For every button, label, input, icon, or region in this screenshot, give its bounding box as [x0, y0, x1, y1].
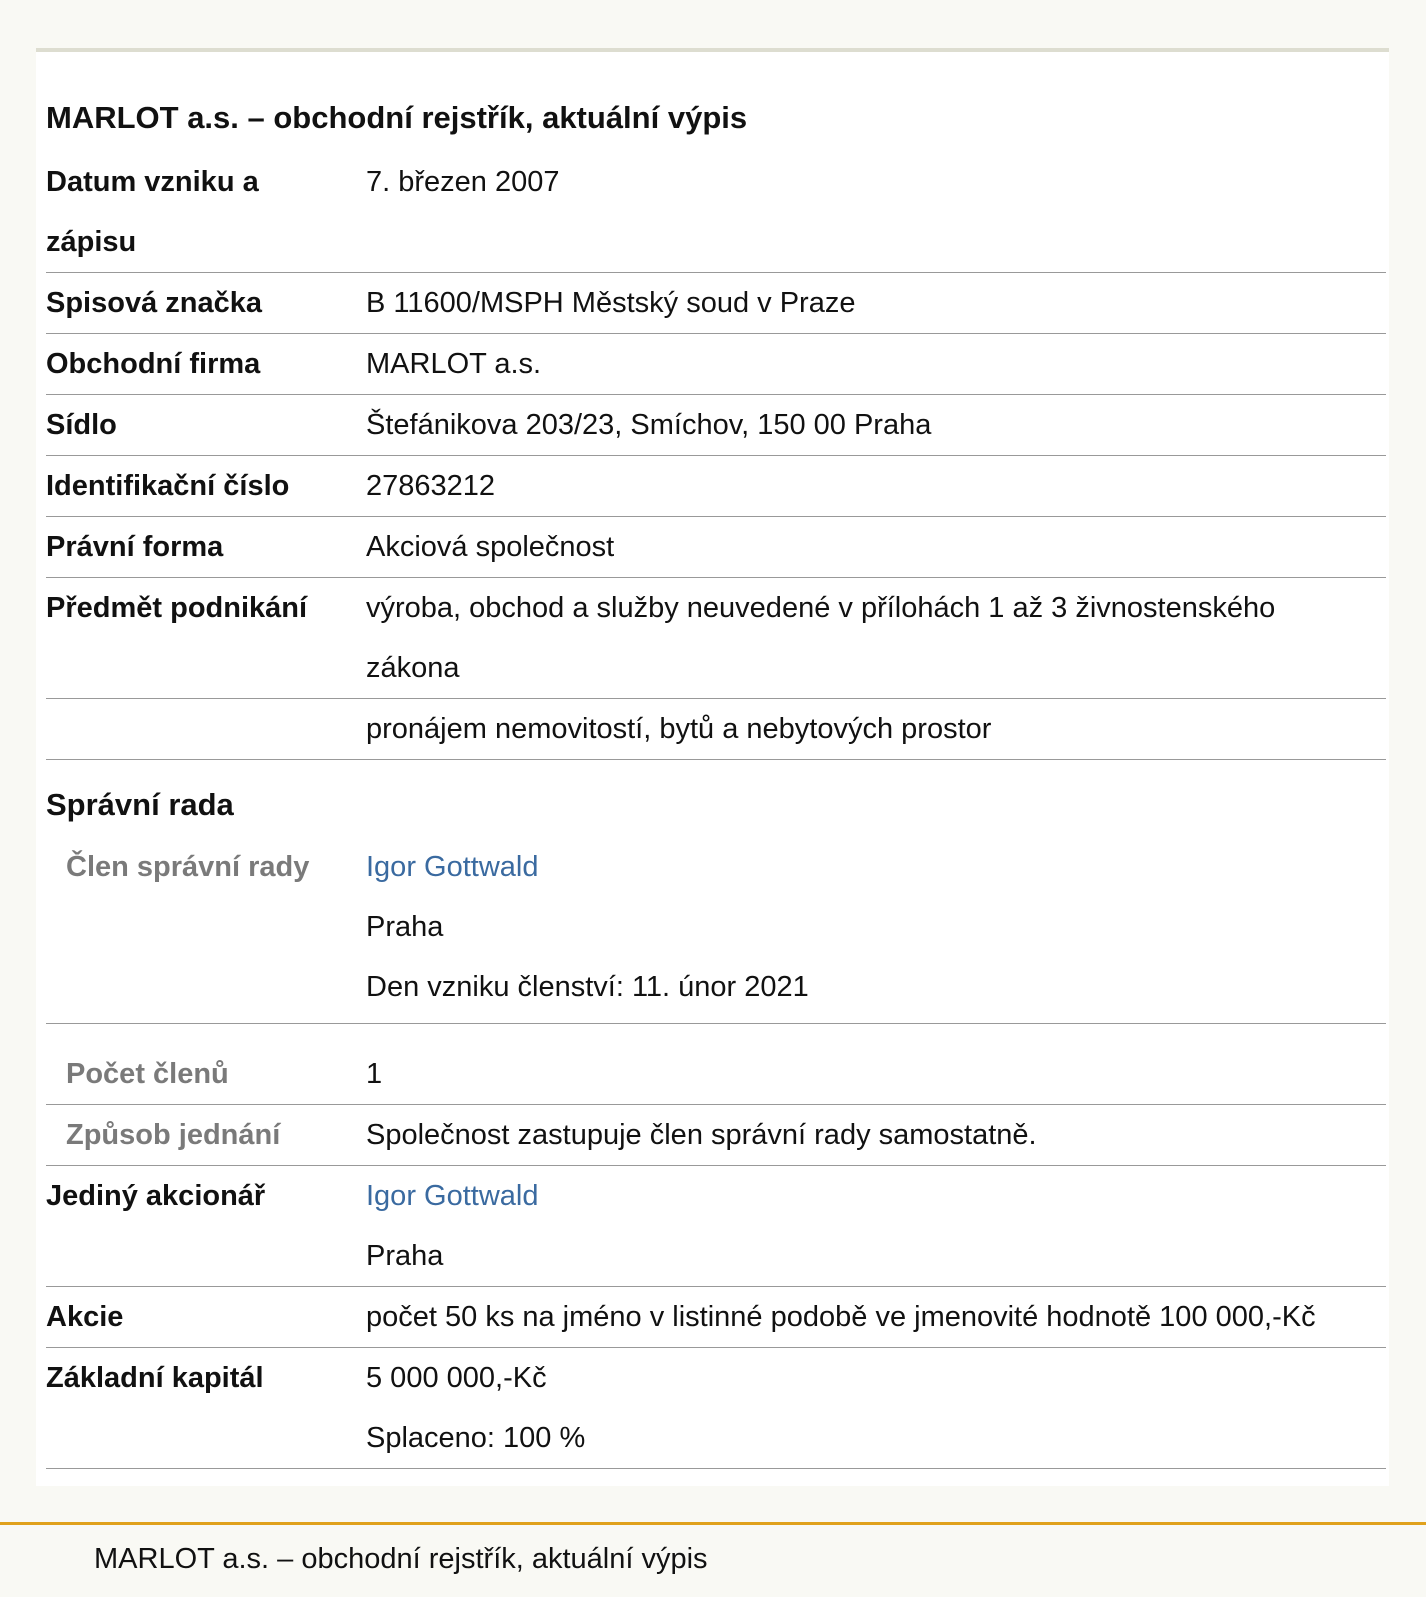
value-board-count: 1	[366, 1024, 1386, 1105]
label-ic: Identifikační číslo	[46, 456, 366, 517]
value-datum: 7. březen 2007	[366, 152, 1386, 273]
row-predmet-1	[46, 578, 1386, 699]
row-board-count	[46, 1024, 1386, 1105]
label-board-act: Způsob jednání	[46, 1105, 366, 1166]
page-footer	[0, 1522, 1426, 1597]
label-predmet: Předmět podnikání	[46, 578, 366, 699]
row-sidlo	[46, 395, 1386, 456]
row-datum	[46, 152, 1386, 273]
label-sidlo: Sídlo	[46, 395, 366, 456]
value-ic: 27863212	[366, 456, 1386, 517]
row-spisova	[46, 273, 1386, 334]
board-section-header	[46, 760, 1386, 838]
capital-amount: 5 000 000,-Kč	[366, 1362, 547, 1394]
footer-title: MARLOT a.s. – obchodní rejstřík, aktuální výpis	[94, 1543, 708, 1575]
label-datum-text: Datum vzniku a zápisu	[46, 166, 259, 258]
row-firma	[46, 334, 1386, 395]
row-board-member	[46, 837, 1386, 1024]
value-sidlo: Štefánikova 203/23, Smíchov, 150 00 Praha	[366, 395, 1386, 456]
board-member-link[interactable]: Igor Gottwald	[366, 851, 539, 883]
registry-card	[36, 48, 1389, 1486]
value-firma: MARLOT a.s.	[366, 334, 1386, 395]
value-board-member	[366, 837, 1386, 1024]
shareholder-link[interactable]: Igor Gottwald	[366, 1180, 539, 1212]
row-shareholder	[46, 1166, 1386, 1287]
row-shares	[46, 1287, 1386, 1348]
row-predmet-2	[46, 699, 1386, 760]
label-spisova: Spisová značka	[46, 273, 366, 334]
label-shareholder: Jediný akcionář	[46, 1166, 366, 1287]
row-capital	[46, 1348, 1386, 1469]
value-shareholder	[366, 1166, 1386, 1287]
capital-paid: Splaceno: 100 %	[366, 1422, 586, 1454]
label-forma: Právní forma	[46, 517, 366, 578]
label-predmet-empty	[46, 699, 366, 760]
value-forma: Akciová společnost	[366, 517, 1386, 578]
label-datum	[46, 152, 366, 273]
value-shares: počet 50 ks na jméno v listinné podobě ve jmenovité hodnotě 100 000,-Kč	[366, 1287, 1386, 1348]
row-board-act	[46, 1105, 1386, 1166]
board-heading: Správní rada	[46, 787, 234, 822]
board-member-city: Praha	[366, 911, 444, 943]
row-forma	[46, 517, 1386, 578]
label-firma: Obchodní firma	[46, 334, 366, 395]
value-spisova: B 11600/MSPH Městský soud v Praze	[366, 273, 1386, 334]
value-capital	[366, 1348, 1386, 1469]
label-board-count: Počet členů	[46, 1024, 366, 1105]
label-shares: Akcie	[46, 1287, 366, 1348]
board-member-since: Den vzniku členství: 11. únor 2021	[366, 971, 809, 1003]
row-ic	[46, 456, 1386, 517]
label-board-member: Člen správní rady	[46, 837, 366, 1024]
value-predmet-2: pronájem nemovitostí, bytů a nebytových prostor	[366, 699, 1386, 760]
value-predmet-1: výroba, obchod a služby neuvedené v přílohách 1 až 3 živnostenského zákona	[366, 578, 1386, 699]
label-capital: Základní kapitál	[46, 1348, 366, 1469]
value-board-act: Společnost zastupuje člen správní rady samostatně.	[366, 1105, 1386, 1166]
registry-table	[46, 152, 1386, 1469]
page-title: MARLOT a.s. – obchodní rejstřík, aktuální výpis	[46, 100, 748, 135]
shareholder-city: Praha	[366, 1240, 444, 1272]
